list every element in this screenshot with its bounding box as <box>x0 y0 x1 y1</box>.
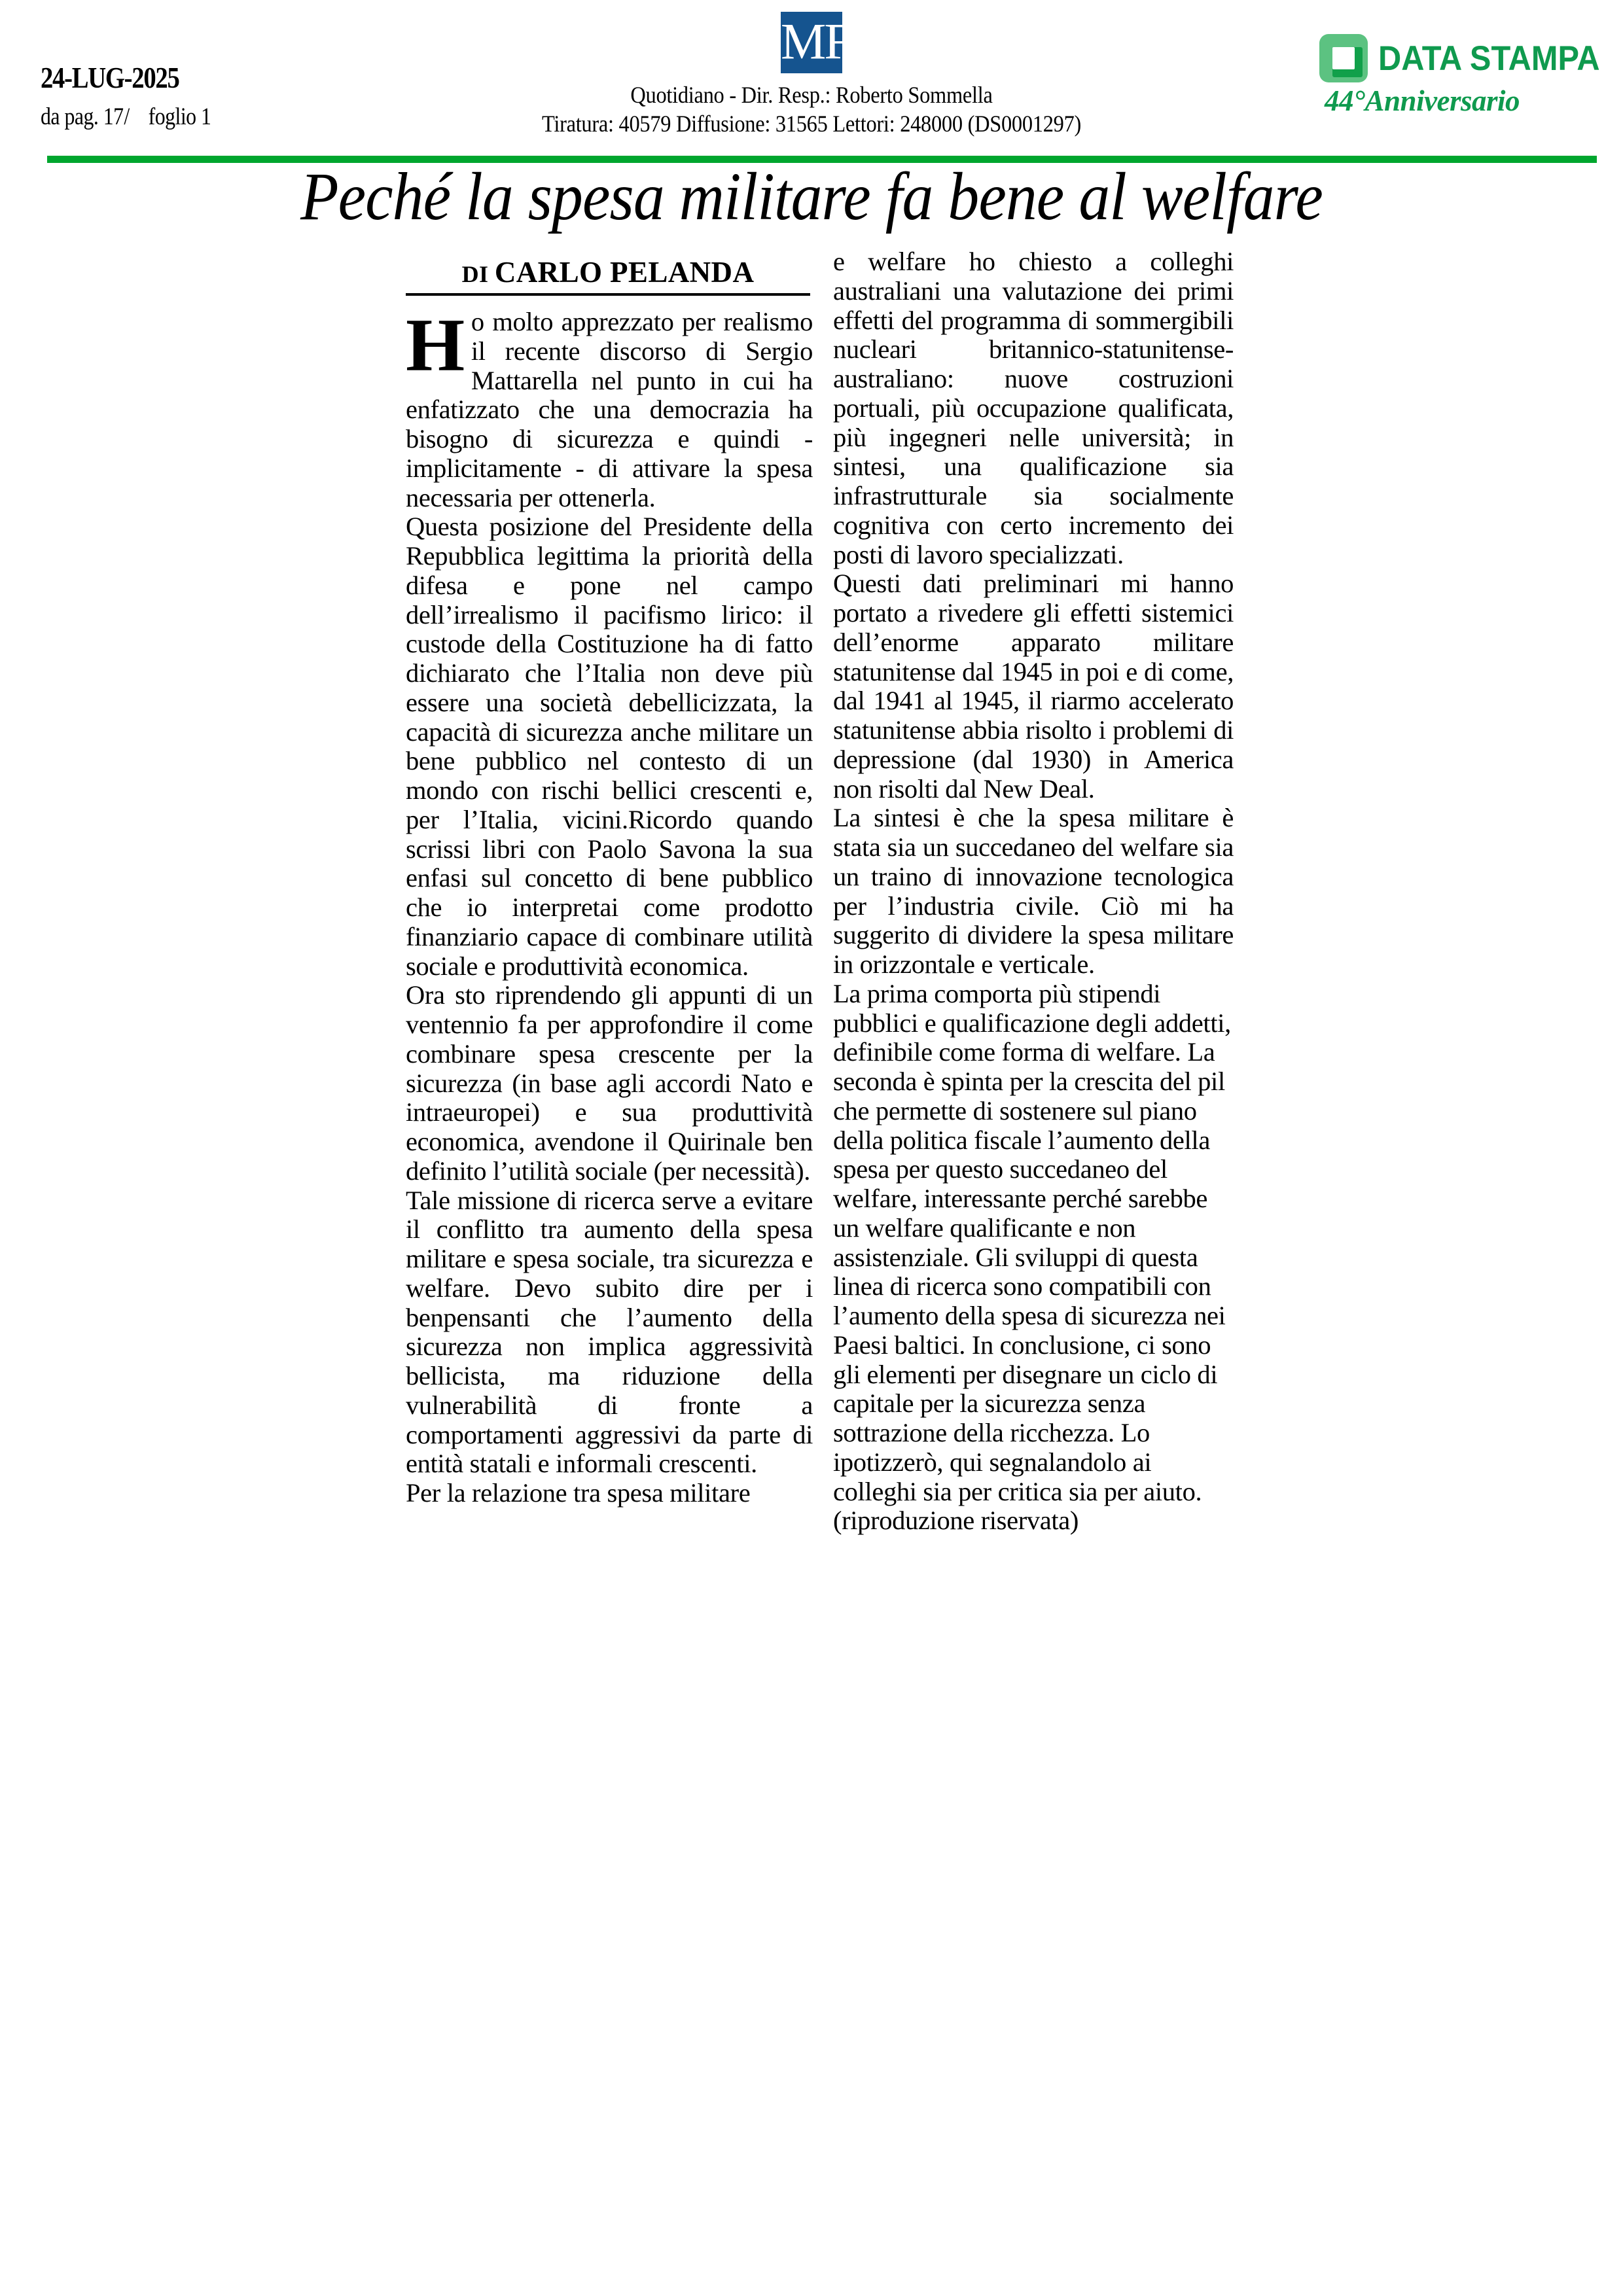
paragraph: Tale missione di ricerca serve a evitare il conflitto tra aumento della spesa militare e spesa sociale, tra sicurezza e welfare. Devo subito dire per i benpensanti che l’aumento della sicurezza non implica aggressività bellicista, ma riduzione della vulnerabilità di fronte a comportamenti aggressivi da parte di entità statali e informali crescenti. <box>406 1185 813 1479</box>
page-number: 17 <box>103 103 124 130</box>
agency-logo-row <box>1319 34 1600 82</box>
byline-prefix: DI <box>461 261 489 287</box>
paragraph: La prima comporta più stipendi pubblici e qualificazione degli addetti, definibile come forma di welfare. La seconda è spinta per la crescita del pil che permette di sostenere sul piano della politica fiscale l’aumento della spesa per questo succedaneo del welfare, interessante perché sarebbe un welfare qualificante e non assistenziale. Gli sviluppi di questa linea di ricerca sono compatibili con l’aumento della spesa di sicurezza nei Paesi baltici. In conclusione, ci sono gli elementi per disegnare un ciclo di capitale per la sicurezza senza sottrazione della ricchezza. Lo ipotizzerò, qui segnalandolo ai colleghi sia per critica sia per aiuto. (riproduzione riservata) <box>833 978 1231 1536</box>
article-headline: Peché la spesa militare fa bene al welfare <box>300 159 1323 234</box>
paragraph: Ora sto riprendendo gli appunti di un ventennio fa per approfondire il come combinare spesa crescente per la sicurezza (in base agli accordi Nato e intraeuropei) e sua produttività economica, avendone il Quirinale ben definito l’utilità sociale (per necessità). <box>406 980 813 1186</box>
article-column-2 <box>833 247 1234 1536</box>
paragraph: Ho molto apprezzato per realismo il recente discorso di Sergio Mattarella nel punto in cui ha enfatizzato che una democrazia ha bisogno di sicurezza e quindi - implicitamente - di attivare la spesa necessaria per ottenerla. <box>406 304 813 512</box>
page-prefix-label: da pag. <box>41 103 99 130</box>
byline-divider <box>406 293 810 296</box>
byline <box>406 258 810 296</box>
paragraph: Questi dati preliminari mi hanno portato a rivedere gli effetti sistemici dell’enorme apparato militare statunitense dal 1945 in poi e di come, dal 1941 al 1945, il riarmo accelerato statunitense abbia risolto i problemi di depressione (dal 1930) in America non risolti dal New Deal. <box>833 569 1234 804</box>
mf-logo-letters: MF <box>781 12 851 70</box>
agency-logo <box>1319 34 1600 117</box>
paragraph: e welfare ho chiesto a colleghi australiani una valutazione dei primi effetti del programma di sommergibili nucleari britannico-statunitense-australiano: nuove costruzioni portuali, più occupazione qualificata, più ingegneri nelle università; in sintesi, una qualificazione sia infrastrutturale sia socialmente cognitiva con certo incremento dei posti di lavoro specializzati. <box>833 247 1234 569</box>
sheet-number: foglio 1 <box>148 103 211 130</box>
data-stampa-square-icon <box>1319 34 1368 82</box>
publication-date: 24-LUG-2025 <box>41 61 179 94</box>
agency-anniversary: 44°Anniversario <box>1325 84 1520 117</box>
mf-logo-icon <box>781 12 851 73</box>
square-inner-white <box>1332 47 1355 69</box>
paragraph: Per la relazione tra spesa militare <box>406 1478 751 1508</box>
byline-author: CARLO PELANDA <box>494 256 755 289</box>
paragraph: Questa posizione del Presidente della Repubblica legittima la priorità della difesa e pone nel campo dell’irrealismo il pacifismo lirico: il custode della Costituzione ha di fatto dichiarato che l’Italia non deve più essere una società debellicizzata, la capacità di sicurezza anche militare un bene pubblico nel contesto di un mondo con rischi bellici crescenti e, per l’Italia, vicini.Ricordo quando scrissi libri con Paolo Savona la sua enfasi sul concetto di bene pubblico che io interpretai come prodotto finanziario capace di combinare utilità sociale e produttività economica. <box>406 512 813 981</box>
byline-text <box>406 258 810 287</box>
agency-wordmark: DATA STAMPA <box>1378 39 1600 78</box>
masthead-line-2: Tiratura: 40579 Diffusione: 31565 Lettori: 248000 (DS0001297) <box>541 110 1082 137</box>
article-column-1 <box>406 304 813 1508</box>
paragraph: La sintesi è che la spesa militare è stata sia un succedaneo del welfare sia un traino di innovazione tecnologica per l’industria civile. Ciò mi ha suggerito di dividere la spesa militare in orizzontale e verticale. <box>833 803 1234 979</box>
separator-slash: / <box>124 103 130 130</box>
clipping-header <box>0 0 1623 157</box>
masthead-line-1: Quotidiano - Dir. Resp.: Roberto Sommella <box>630 82 993 108</box>
